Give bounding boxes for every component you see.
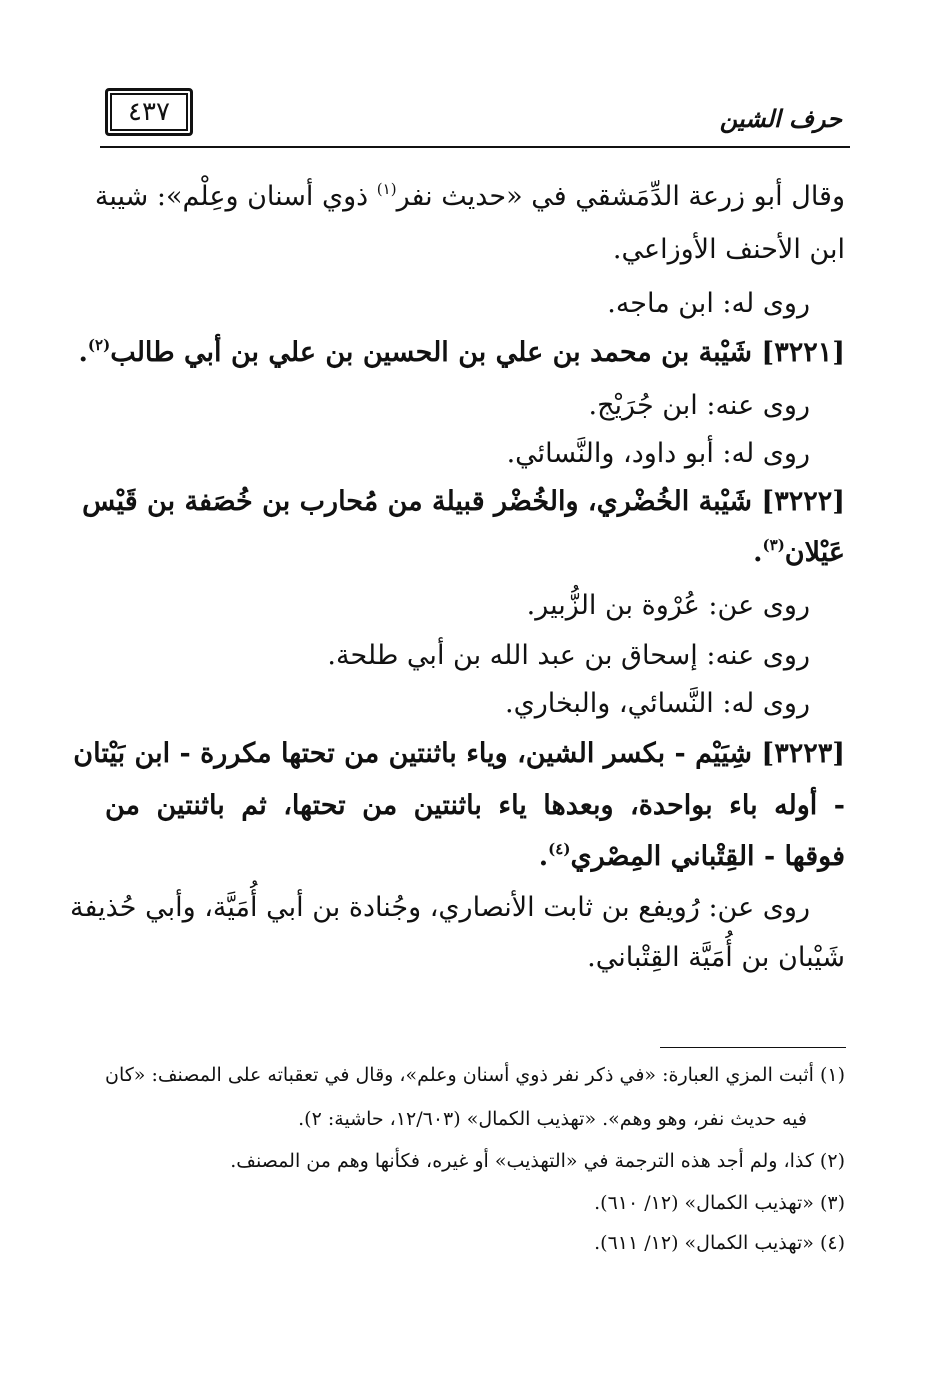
footnote-ref: (٢) bbox=[87, 336, 111, 354]
footnote-separator bbox=[660, 1047, 846, 1048]
running-title: حرف الشين bbox=[719, 104, 842, 133]
text-line: - أوله باء بواحدة، وبعدها ياء باثنتين من تحتها، ثم باثنتين من bbox=[105, 790, 845, 821]
text-line: فوقها - القِتْباني المِصْري$^{(٤)}$. bbox=[538, 840, 845, 872]
entry-heading-3222: [٣٢٢٢] شَيْبة الخُضْري، والخُضْر قبيلة من مُحارب بن خُصَفة بن قَيْس bbox=[82, 486, 845, 517]
text-line: روى له: ابن ماجه. bbox=[607, 288, 810, 319]
footnote-ref: (١) bbox=[376, 180, 397, 198]
text-line: عَيْلان$^{(٣)}$. bbox=[753, 536, 845, 568]
footnote-ref: (٣) bbox=[762, 536, 785, 554]
text-line: روى له: النَّسائي، والبخاري. bbox=[504, 688, 810, 719]
footnote-4: (٤) «تهذيب الكمال» (١٢/ ٦١١). bbox=[594, 1232, 845, 1254]
footnote-ref: (٤) bbox=[548, 840, 571, 858]
text-line: روى عنه: إسحاق بن عبد الله بن أبي طلحة. bbox=[327, 640, 810, 671]
text-line: شَيْبان بن أُمَيَّة القِتْباني. bbox=[587, 942, 845, 973]
page-header bbox=[100, 82, 850, 152]
header-rule bbox=[100, 146, 850, 148]
text-line: روى عنه: ابن جُرَيْج. bbox=[588, 390, 810, 421]
text-line: وقال أبو زرعة الدِّمَشقي في «حديث نفر$^{(١)}$ ذوي أسنان وعِلْم»: شيبة bbox=[94, 180, 845, 212]
entry-heading-3223: [٣٢٢٣] شِيَيْم - بكسر الشين، وياء باثنتين من تحتها مكررة - ابن بَيْتان bbox=[73, 738, 845, 769]
entry-heading-3221: [٣٢٢١] شَيْبة بن محمد بن علي بن الحسين بن علي بن أبي طالب$^{(٢)}$. bbox=[78, 336, 845, 368]
page-number-frame bbox=[105, 88, 193, 136]
text-line: روى له: أبو داود، والنَّسائي. bbox=[506, 438, 810, 469]
page-number: ٤٣٧ bbox=[128, 97, 170, 127]
footnote-1: (١) أثبت المزي العبارة: «في ذكر نفر ذوي أسنان وعلم»، وقال في تعقباته على المصنف: «كان bbox=[105, 1064, 845, 1086]
footnote-2: (٢) كذا، ولم أجد هذه الترجمة في «التهذيب» أو غيره، فكأنها وهم من المصنف. bbox=[230, 1150, 845, 1172]
footnote-1-continued: فيه حديث نفر، وهو وهم». «تهذيب الكمال» (١٢/٦٠٣، حاشية: ٢). bbox=[298, 1108, 807, 1130]
footnote-3: (٣) «تهذيب الكمال» (١٢/ ٦١٠). bbox=[594, 1192, 845, 1214]
text-line: ابن الأحنف الأوزاعي. bbox=[612, 234, 845, 265]
text-line: روى عن: رُويفع بن ثابت الأنصاري، وجُنادة بن أبي أُمَيَّة، وأبي حُذيفة bbox=[69, 892, 810, 923]
text-line: روى عن: عُرْوة بن الزُّبير. bbox=[526, 590, 810, 621]
